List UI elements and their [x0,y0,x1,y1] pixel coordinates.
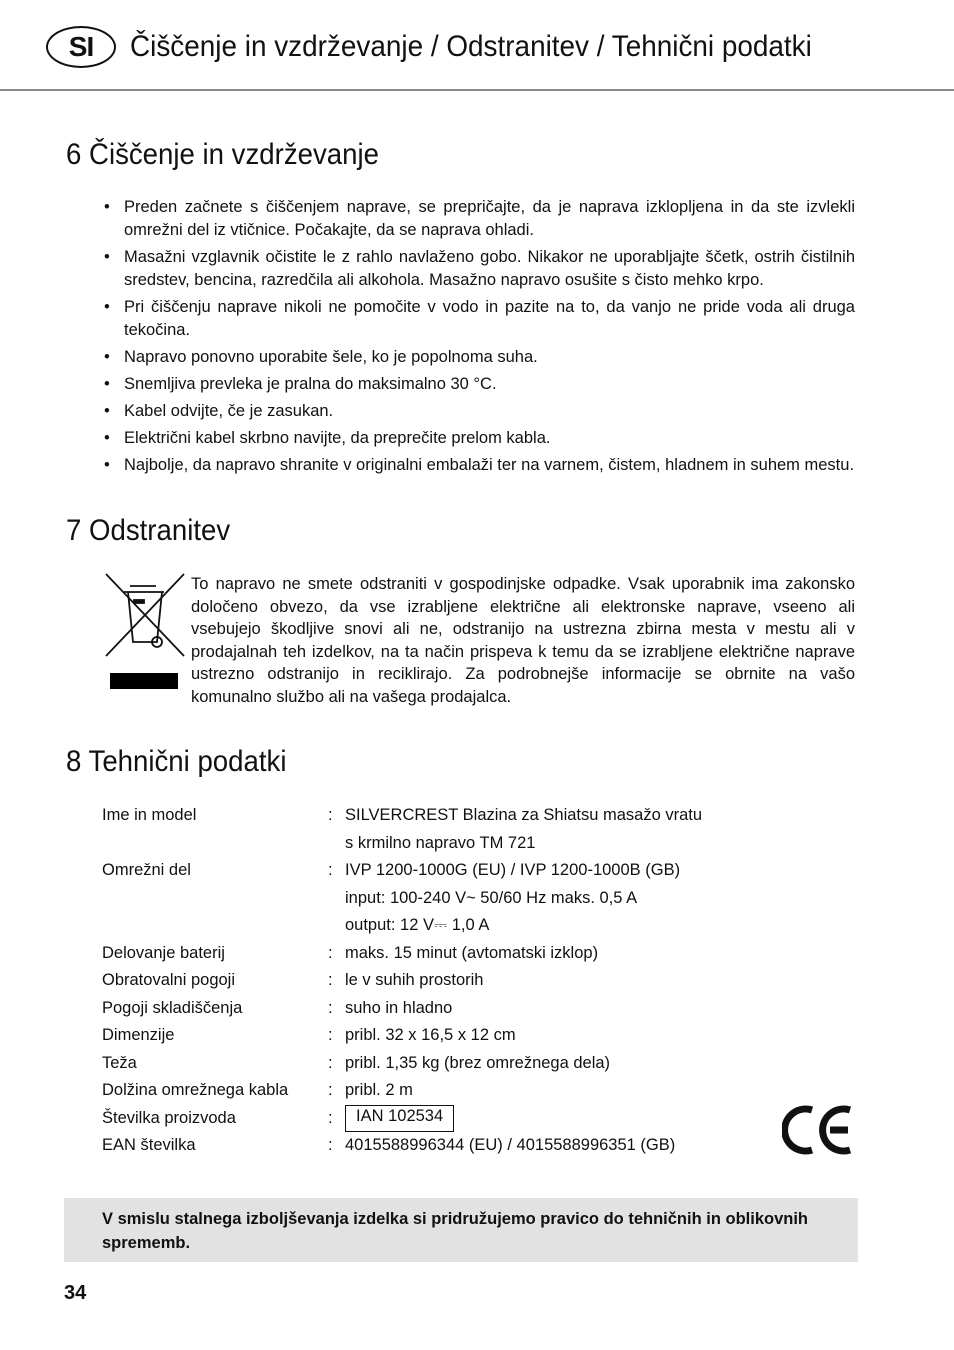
section-8-title: 8 Tehnični podatki [66,745,287,778]
spec-colon: : [328,861,333,879]
section-6-title: 6 Čiščenje in vzdrževanje [66,138,379,171]
spec-value: 4015588996344 (EU) / 4015588996351 (GB) [345,1136,676,1154]
spec-colon: : [328,1136,333,1154]
spec-value: le v suhih prostorih [345,971,484,989]
header-title: Čiščenje in vzdrževanje / Odstranitev / Tehnični podatki [130,30,812,63]
spec-colon: : [328,971,333,989]
section-7-title: 7 Odstranitev [66,514,231,547]
spec-row [102,940,702,968]
spec-row [102,857,702,885]
language-badge: SI [46,26,116,68]
page-number: 34 [64,1282,87,1304]
improvement-note: V smislu stalnega izboljševanja izdelka si pridružujemo pravico do tehničnih in oblikovnih sprememb. [64,1198,858,1262]
spec-colon: : [328,998,333,1017]
bullet-item: • Pri čiščenju naprave nikoli ne pomočite v vodo in pazite na to, da vanjo ne pride voda ali druga tekočina. [104,296,855,342]
bullet-item: • Najbolje, da napravo shranite v originalni embalaži ter na varnem, čistem, hladnem in suhem mestu. [104,454,855,477]
spec-label [102,912,328,940]
spec-row [102,1050,702,1078]
spec-row [102,885,702,913]
spec-value: suho in hladno [345,998,453,1017]
spec-colon: : [328,1053,333,1072]
spec-row [102,967,702,995]
bullet-item: • Kabel odvijte, če je zasukan. [104,400,855,423]
spec-label: EAN številka [102,1136,196,1154]
spec-colon [328,912,345,940]
spec-value: input: 100-240 V~ 50/60 Hz maks. 0,5 A [345,888,638,907]
spec-row [102,802,702,830]
spec-value: IAN 102534 [345,1105,454,1133]
bullet-item: • Napravo ponovno uporabite šele, ko je popolnoma suha. [104,346,855,369]
bullet-item: • Preden začnete s čiščenjem naprave, se prepričajte, da je naprava izklopljena in da ste izvlekli omrežni del iz vtičnice. Počakajte, da se naprava ohladi. [104,196,855,242]
spec-colon: : [328,806,333,824]
spec-row [102,1132,702,1160]
cleaning-list [104,196,855,481]
spec-row [102,1022,702,1050]
bullet-item: • Električni kabel skrbno navijte, da preprečite prelom kabla. [104,427,855,450]
header-divider [0,89,954,91]
spec-value: pribl. 2 m [345,1081,413,1099]
spec-label: Številka proizvoda [102,1108,236,1127]
bullet-item: • Masažni vzglavnik očistite le z rahlo navlaženo gobo. Nikakor ne uporabljajte ščetk, ostrih čistilnih sredstev, bencina, razredčila ali alkohola. Masažno napravo osušite s čisto mehko krpo. [104,246,855,292]
disposal-text: To napravo ne smete odstraniti v gospodinjske odpadke. Vsak uporabnik ima zakonsko določeno obvezo, da vse izrabljene električne ali elektronske naprave, vseeno ali vsebujejo škodljive snovi ali ne, odstranijo na ustrezna zbirna mesta v mestu ali v prodajalnah teh izdelkov, na ta način prispeva k temu da se izrabljene električne naprave ustrezno odstranijo in reciklirajo. Za podrobnejše informacije se obrnite na vašo komunalno službo ali na vašega prodajalca. [191,575,855,706]
spec-value: maks. 15 minut (avtomatski izklop) [345,943,599,962]
spec-colon [328,885,345,913]
spec-row [102,1105,702,1133]
spec-colon: : [328,1081,333,1099]
spec-label: Teža [102,1053,137,1072]
spec-label [102,830,328,858]
spec-row [102,912,702,940]
spec-colon: : [328,943,333,962]
spec-table [102,802,702,1160]
spec-colon: : [328,1026,333,1044]
spec-label [102,885,328,913]
spec-row [102,830,702,858]
page-header [46,26,863,68]
spec-label: Dimenzije [102,1026,175,1044]
spec-colon [328,830,345,858]
spec-value: s krmilno napravo TM 721 [345,833,536,852]
spec-colon: : [328,1108,333,1127]
spec-label: Pogoji skladiščenja [102,998,243,1017]
spec-value: IVP 1200-1000G (EU) / IVP 1200-1000B (GB) [345,861,681,879]
spec-label: Omrežni del [102,861,191,879]
spec-value: SILVERCREST Blazina za Shiatsu masažo vratu [345,806,703,824]
bullet-item: • Snemljiva prevleka je pralna do maksimalno 30 °C. [104,373,855,396]
spec-value: output: 12 V⎓ 1,0 A [345,916,490,934]
spec-row [102,995,702,1023]
spec-row [102,1077,702,1105]
spec-label: Delovanje baterij [102,943,225,962]
spec-label: Obratovalni pogoji [102,971,235,989]
spec-label: Ime in model [102,806,197,824]
spec-value: pribl. 32 x 16,5 x 12 cm [345,1026,516,1044]
spec-value: pribl. 1,35 kg (brez omrežnega dela) [345,1053,611,1072]
spec-label: Dolžina omrežnega kabla [102,1081,289,1099]
ce-mark-icon [782,1104,854,1156]
weee-bin-icon [104,572,186,692]
